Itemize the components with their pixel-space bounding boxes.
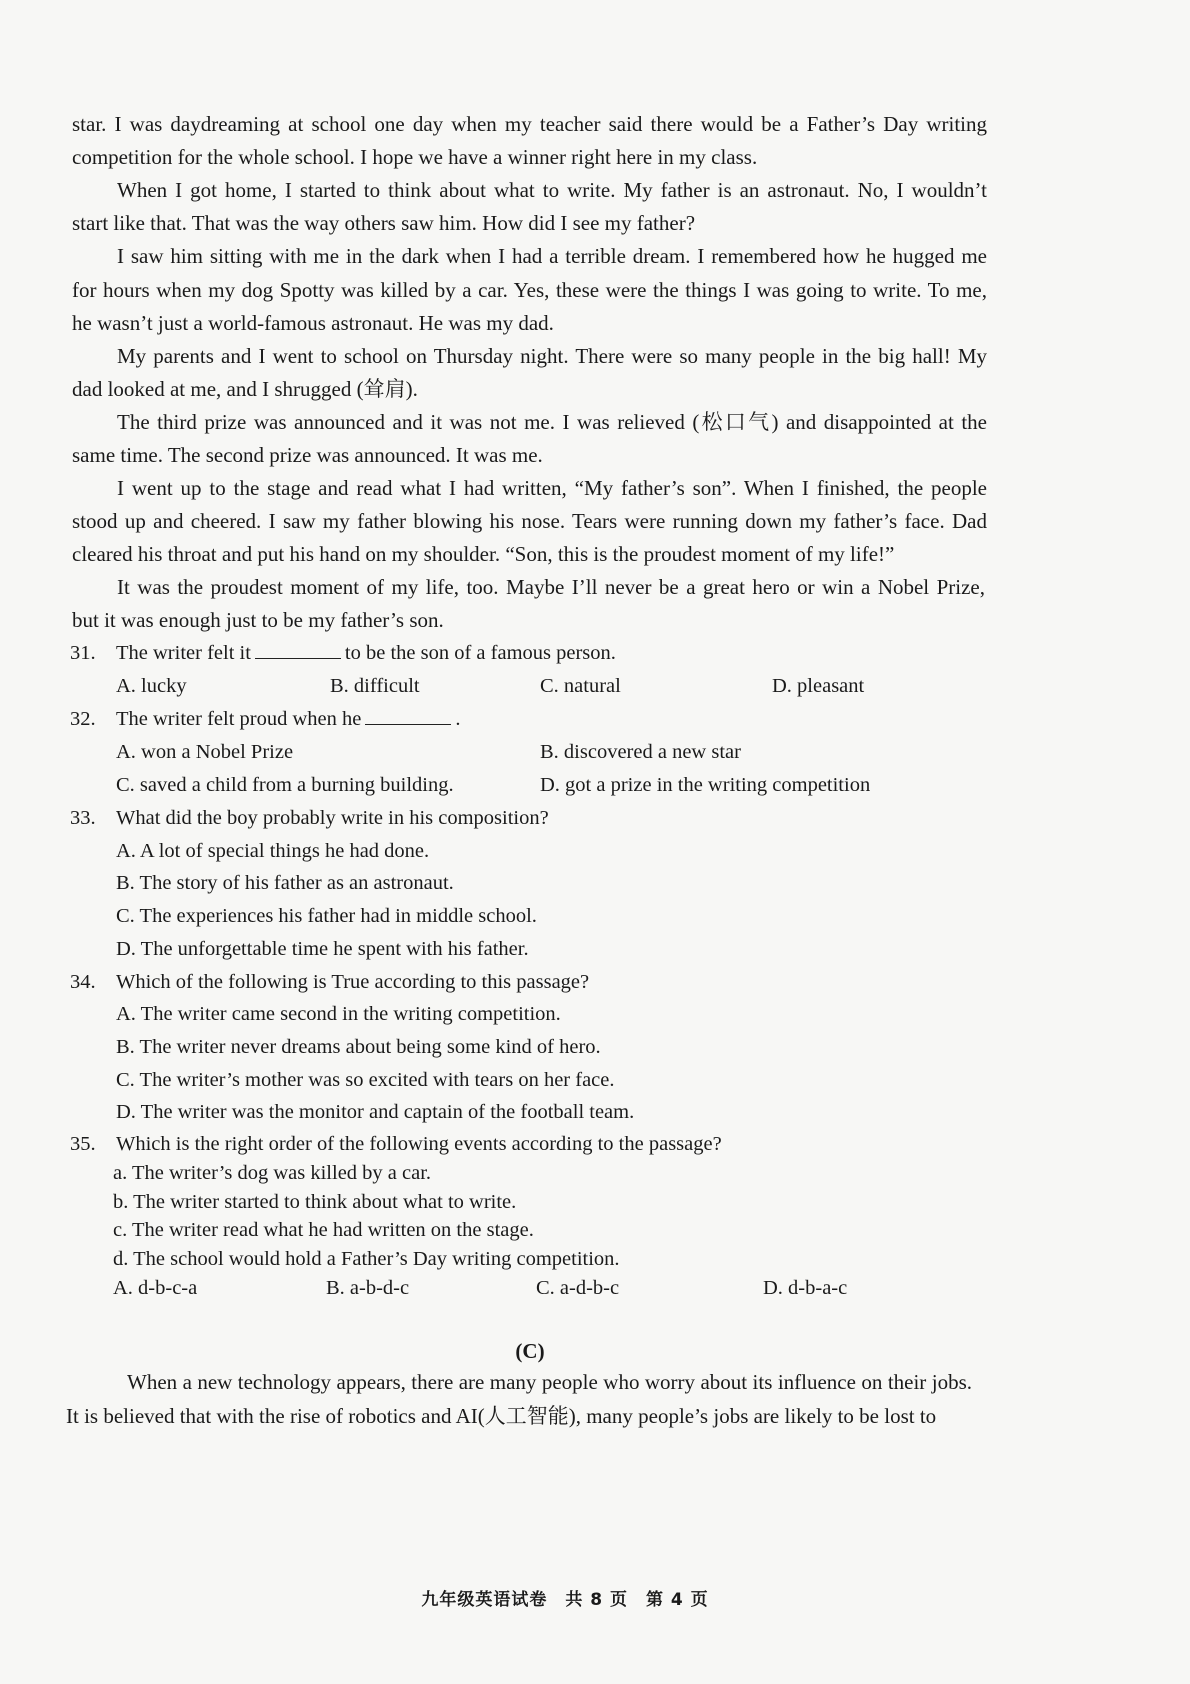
option-35-c: C. a-d-b-c (536, 1277, 620, 1299)
passage-line: cleared his throat and put his hand on my shoulder. “Son, this is the proudest moment of my life!” (72, 542, 895, 566)
question-stem: The writer felt it (116, 642, 251, 664)
option-34-a: A. The writer came second in the writing competition. (116, 1003, 561, 1025)
option-32-d: D. got a prize in the writing competition (540, 774, 871, 796)
question-33 (70, 804, 549, 832)
section-heading: (C) (515, 1339, 545, 1363)
option-31-a: A. lucky (116, 675, 187, 697)
passage-line: he wasn’t just a world-famous astronaut. He was my dad. (72, 311, 554, 335)
page-footer: 九年级英语试卷 共 8 页 第 4 页 (421, 1590, 709, 1610)
question-stem: . (455, 708, 461, 730)
option-31-c: C. natural (540, 675, 621, 697)
option-33-b: B. The story of his father as an astronaut. (116, 872, 454, 894)
option-34-b: B. The writer never dreams about being some kind of hero. (116, 1036, 601, 1058)
question-number: 32. (70, 708, 96, 730)
question-35 (70, 1130, 722, 1158)
passage-line: but it was enough just to be my father’s son. (72, 608, 444, 632)
event-b: b. The writer started to think about what to write. (113, 1191, 517, 1213)
option-34-c: C. The writer’s mother was so excited with tears on her face. (116, 1069, 615, 1091)
question-number: 34. (70, 971, 96, 993)
event-d: d. The school would hold a Father’s Day writing competition. (113, 1248, 620, 1270)
question-number: 31. (70, 642, 96, 664)
passage-line: When I got home, I started to think about what to write. My father is an astronaut. No, I wouldn’t (117, 178, 987, 202)
question-34 (70, 968, 589, 996)
passage-line: for hours when my dog Spotty was killed by a car. Yes, these were the things I was going to write. To me, (72, 278, 987, 302)
option-33-c: C. The experiences his father had in middle school. (116, 905, 537, 927)
question-stem: What did the boy probably write in his composition? (116, 807, 549, 829)
passage-line: I saw him sitting with me in the dark when I had a terrible dream. I remembered how he hugged me (117, 244, 987, 268)
question-stem: Which of the following is True according to this passage? (116, 971, 590, 993)
question-31 (70, 639, 616, 667)
option-32-a: A. won a Nobel Prize (116, 741, 294, 763)
option-32-c: C. saved a child from a burning building. (116, 774, 454, 796)
passage-line: I went up to the stage and read what I had written, “My father’s son”. When I finished, the people (117, 476, 987, 500)
passage-line: When a new technology appears, there are many people who worry about its influence on their jobs. (127, 1370, 972, 1394)
option-34-d: D. The writer was the monitor and captain of the football team. (116, 1101, 635, 1123)
passage-line: stood up and cheered. I saw my father blowing his nose. Tears were running down my father’s face. Dad (72, 509, 987, 533)
passage-line: star. I was daydreaming at school one day when my teacher said there would be a Father’s Day writing (72, 112, 987, 136)
option-33-d: D. The unforgettable time he spent with his father. (116, 938, 529, 960)
passage-line: competition for the whole school. I hope we have a winner right here in my class. (72, 145, 758, 169)
passage-line: dad looked at me, and I shrugged (耸肩). (72, 377, 418, 401)
option-35-d: D. d-b-a-c (763, 1277, 848, 1299)
passage-line: It is believed that with the rise of robotics and AI(人工智能), many people’s jobs are likely to be lost to (66, 1404, 937, 1428)
question-number: 35. (70, 1133, 96, 1155)
passage-line: My parents and I went to school on Thursday night. There were so many people in the big hall! My (117, 344, 987, 368)
event-c: c. The writer read what he had written on the stage. (113, 1219, 534, 1241)
passage-line: It was the proudest moment of my life, too. Maybe I’ll never be a great hero or win a Nobel Prize, (117, 575, 985, 599)
question-stem: Which is the right order of the following events according to the passage? (116, 1133, 722, 1155)
question-32 (70, 705, 460, 733)
answer-blank (255, 640, 341, 659)
option-31-b: B. difficult (330, 675, 420, 697)
question-number: 33. (70, 807, 96, 829)
question-stem: The writer felt proud when he (116, 708, 362, 730)
option-31-d: D. pleasant (772, 675, 865, 697)
option-33-a: A. A lot of special things he had done. (116, 840, 430, 862)
passage-line: start like that. That was the way others saw him. How did I see my father? (72, 211, 696, 235)
event-a: a. The writer’s dog was killed by a car. (113, 1162, 432, 1184)
passage-line: The third prize was announced and it was not me. I was relieved (松口气) and disappointed at the (117, 410, 987, 434)
answer-blank (365, 706, 451, 725)
option-35-b: B. a-b-d-c (326, 1277, 410, 1299)
question-stem: to be the son of a famous person. (344, 642, 616, 664)
option-35-a: A. d-b-c-a (113, 1277, 198, 1299)
option-32-b: B. discovered a new star (540, 741, 741, 763)
passage-line: same time. The second prize was announced. It was me. (72, 443, 543, 467)
